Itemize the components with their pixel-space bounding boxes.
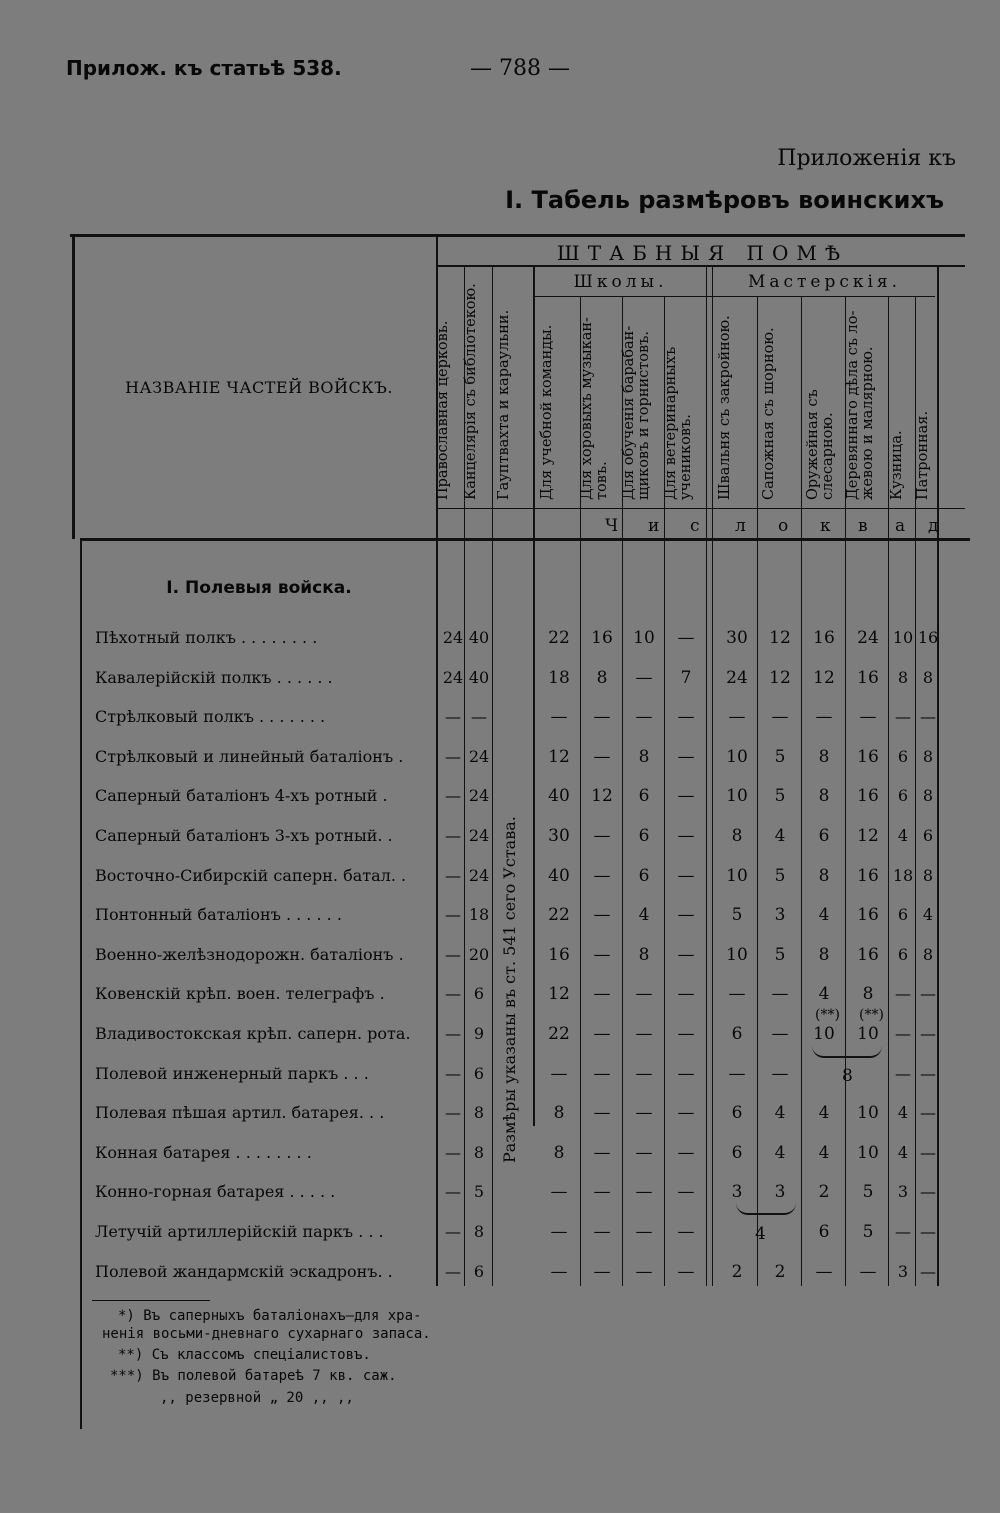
table-cell: —: [550, 707, 568, 727]
row-name: Военно-желѣзнодорожн. баталіонъ .: [95, 945, 404, 964]
table-cell: 8: [818, 866, 830, 886]
col-header-tailor: Швальня съ закройною.: [717, 315, 733, 500]
page-number: — 788 —: [470, 56, 570, 81]
table-cell: 10: [726, 945, 748, 965]
table-cell: —: [550, 1222, 568, 1242]
table-cell: 8: [862, 984, 874, 1004]
vladivostok-mark-armory: (**): [815, 1007, 840, 1023]
table-cell: —: [895, 1024, 911, 1043]
table-cell: 12: [813, 668, 835, 688]
table-cell: 10: [857, 1143, 879, 1163]
table-cell: —: [445, 707, 461, 726]
table-cell: 24: [442, 668, 464, 687]
table-cell: 16: [857, 866, 879, 886]
schools-header: Школы.: [573, 272, 668, 292]
table-cell: —: [920, 1222, 936, 1241]
table-cell: 4: [897, 826, 909, 845]
row-name: Саперный баталіонъ 3-хъ ротный. .: [95, 826, 393, 845]
flying-park-combined-value: 4: [755, 1224, 766, 1244]
table-cell: —: [920, 1143, 936, 1162]
table-cell: —: [635, 1143, 653, 1163]
table-cell: —: [445, 1024, 461, 1043]
header-bottom-rule: [80, 538, 970, 541]
table-cell: 10: [813, 1024, 835, 1044]
table-cell: —: [445, 866, 461, 885]
table-cell: —: [920, 984, 936, 1003]
count-label-letter: д: [928, 516, 939, 536]
table-cell: 22: [548, 628, 570, 648]
table-cell: —: [593, 905, 611, 925]
table-cell: 24: [442, 628, 464, 647]
table-cell: 4: [818, 984, 830, 1004]
table-cell: —: [445, 1143, 461, 1162]
table-cell: —: [677, 945, 695, 965]
table-cell: —: [593, 1064, 611, 1084]
table-cell: —: [593, 826, 611, 846]
table-cell: 6: [818, 1222, 830, 1242]
row-name: Восточно-Сибирскій саперн. батал. .: [95, 866, 407, 885]
table-cell: —: [550, 1262, 568, 1282]
left-border-lower: [80, 539, 82, 1429]
table-cell: 5: [862, 1182, 874, 1202]
table-cell: 4: [818, 905, 830, 925]
table-cell: 16: [917, 628, 939, 647]
table-cell: 8: [553, 1103, 565, 1123]
table-cell: —: [920, 1024, 936, 1043]
table-cell: —: [593, 707, 611, 727]
count-row-rule: [438, 508, 965, 509]
table-cell: —: [445, 826, 461, 845]
park-brace: [812, 1046, 882, 1058]
table-cell: 6: [897, 747, 909, 766]
table-cell: —: [635, 1024, 653, 1044]
table-cell: —: [771, 984, 789, 1004]
guardhouse-note: Размѣры указаны въ ст. 541 сего Устава.: [500, 816, 519, 1164]
col-sep: [937, 266, 939, 1286]
table-cell: —: [677, 1064, 695, 1084]
col-header-church: Православная церковь.: [435, 320, 451, 500]
footnote-line: *) Въ саперныхъ баталіонахъ—для хра-: [118, 1308, 422, 1324]
table-cell: 24: [468, 866, 490, 885]
table-cell: 6: [473, 1262, 485, 1281]
col-header-guardhouse: Гауптвахта и караульни.: [496, 309, 512, 500]
table-cell: 10: [633, 628, 655, 648]
table-cell: 8: [473, 1222, 485, 1241]
table-cell: 8: [818, 945, 830, 965]
table-cell: 24: [468, 786, 490, 805]
table-cell: 3: [774, 1182, 786, 1202]
table-cell: 8: [638, 945, 650, 965]
table-cell: —: [593, 866, 611, 886]
table-cell: 8: [922, 786, 934, 805]
table-cell: —: [635, 1182, 653, 1202]
table-cell: —: [445, 747, 461, 766]
table-cell: —: [445, 786, 461, 805]
table-cell: —: [635, 1222, 653, 1242]
table-cell: —: [815, 1262, 833, 1282]
table-cell: —: [593, 984, 611, 1004]
table-cell: —: [895, 1064, 911, 1083]
count-label-letter: а: [895, 516, 906, 536]
table-cell: 16: [591, 628, 613, 648]
table-cell: 16: [857, 747, 879, 767]
table-cell: 24: [468, 826, 490, 845]
table-cell: —: [445, 1222, 461, 1241]
table-cell: 12: [591, 786, 613, 806]
table-cell: 4: [922, 905, 934, 924]
count-label-letter: с: [690, 516, 700, 536]
table-cell: —: [677, 1182, 695, 1202]
table-cell: —: [593, 1024, 611, 1044]
table-top-rule: [70, 234, 965, 237]
table-cell: 7: [680, 668, 692, 688]
count-label-letter: л: [735, 516, 746, 536]
table-cell: —: [677, 1024, 695, 1044]
col-header-armory: Оружейная съ слесарною.: [805, 389, 836, 500]
table-cell: —: [859, 707, 877, 727]
row-name: Полевой жандармскій эскадронъ. .: [95, 1262, 393, 1281]
left-border: [72, 236, 75, 539]
table-cell: 6: [818, 826, 830, 846]
table-cell: —: [635, 1064, 653, 1084]
count-label-letter: Ч: [605, 516, 619, 536]
group-header: ШТАБНЫЯ ПОМѢ: [556, 241, 849, 265]
table-cell: 6: [638, 866, 650, 886]
footnote-line: ненія восьми-дневнаго сухарнаго запаса.: [102, 1326, 431, 1342]
table-cell: 10: [857, 1024, 879, 1044]
table-cell: 6: [922, 826, 934, 845]
table-cell: 5: [731, 905, 743, 925]
table-cell: —: [635, 707, 653, 727]
row-name: Владивостокская крѣп. саперн. рота.: [95, 1024, 411, 1043]
table-cell: —: [677, 786, 695, 806]
table-cell: 24: [468, 747, 490, 766]
appendix-subtitle: Приложенія къ: [777, 146, 956, 171]
table-cell: —: [635, 1103, 653, 1123]
table-cell: —: [728, 1064, 746, 1084]
row-name: Ковенскій крѣп. воен. телеграфъ .: [95, 984, 385, 1003]
table-cell: —: [593, 1143, 611, 1163]
table-cell: —: [471, 707, 487, 726]
row-name: Стрѣлковый и линейный баталіонъ .: [95, 747, 404, 766]
name-column-header: НАЗВАНІЕ ЧАСТЕЙ ВОЙСКЪ.: [125, 378, 393, 397]
table-cell: 6: [731, 1024, 743, 1044]
table-cell: 24: [726, 668, 748, 688]
col-sep: [712, 266, 713, 1286]
table-cell: 9: [473, 1024, 485, 1043]
article-reference: Прилож. къ статьѣ 538.: [66, 56, 342, 80]
row-name: Кавалерійскій полкъ . . . . . .: [95, 668, 333, 687]
table-cell: 16: [857, 945, 879, 965]
table-cell: 16: [857, 668, 879, 688]
table-cell: 5: [774, 786, 786, 806]
table-cell: —: [593, 747, 611, 767]
row-name: Полевая пѣшая артил. батарея. . .: [95, 1103, 385, 1122]
table-cell: —: [920, 1262, 936, 1281]
table-cell: 6: [473, 984, 485, 1003]
table-cell: —: [677, 905, 695, 925]
table-cell: 24: [857, 628, 879, 648]
table-cell: —: [859, 1262, 877, 1282]
table-cell: 12: [769, 628, 791, 648]
table-cell: —: [445, 1262, 461, 1281]
table-cell: —: [677, 628, 695, 648]
table-cell: 22: [548, 905, 570, 925]
footnote-line: ***) Въ полевой батареѣ 7 кв. саж.: [110, 1368, 397, 1384]
table-cell: —: [445, 1064, 461, 1083]
table-cell: 40: [548, 866, 570, 886]
park-combined-value: 8: [842, 1066, 853, 1086]
table-cell: —: [771, 1024, 789, 1044]
vladivostok-mark-woodwork: (**): [859, 1007, 884, 1023]
table-cell: 18: [548, 668, 570, 688]
table-cell: 16: [857, 786, 879, 806]
table-cell: 6: [638, 786, 650, 806]
table-cell: 8: [553, 1143, 565, 1163]
footnote-line: ,, резервной „ 20 ,, ,,: [160, 1390, 354, 1406]
table-cell: —: [920, 1103, 936, 1122]
table-cell: —: [635, 984, 653, 1004]
row-name: Полевой инженерный паркъ . . .: [95, 1064, 369, 1083]
table-cell: 10: [726, 866, 748, 886]
table-cell: 6: [638, 826, 650, 846]
table-cell: —: [550, 1182, 568, 1202]
table-cell: —: [895, 984, 911, 1003]
table-cell: 16: [857, 905, 879, 925]
table-cell: 40: [468, 668, 490, 687]
table-cell: —: [635, 1262, 653, 1282]
table-cell: 4: [897, 1143, 909, 1162]
subgroup-rule: [535, 296, 935, 297]
col-header-smithy: Кузница.: [889, 430, 905, 500]
col-header-woodwork: Деревяннаго дѣла съ ло- жевою и малярною.: [845, 310, 876, 500]
col-header-shoemaker: Сапожная съ шорною.: [761, 327, 777, 500]
workshops-header: Мастерскія.: [747, 272, 902, 292]
count-label-letter: к: [820, 516, 831, 536]
table-cell: —: [445, 1103, 461, 1122]
table-cell: —: [728, 984, 746, 1004]
table-cell: —: [815, 707, 833, 727]
table-cell: 5: [774, 866, 786, 886]
table-cell: —: [677, 1103, 695, 1123]
table-cell: 10: [857, 1103, 879, 1123]
table-cell: —: [677, 707, 695, 727]
table-cell: 6: [731, 1103, 743, 1123]
table-cell: 6: [897, 945, 909, 964]
col-header-cartridge: Патронная.: [915, 410, 931, 500]
table-cell: —: [635, 668, 653, 688]
table-cell: 16: [548, 945, 570, 965]
table-cell: 12: [548, 984, 570, 1004]
table-cell: 18: [468, 905, 490, 924]
row-name: Конно-горная батарея . . . . .: [95, 1182, 336, 1201]
table-cell: 10: [726, 747, 748, 767]
table-cell: 20: [468, 945, 490, 964]
table-cell: —: [771, 707, 789, 727]
table-title: I. Табель размѣровъ воинскихъ: [505, 186, 944, 214]
table-cell: 6: [897, 905, 909, 924]
table-cell: —: [920, 1182, 936, 1201]
table-cell: 4: [774, 1103, 786, 1123]
col-sep: [706, 266, 707, 1286]
table-cell: 12: [857, 826, 879, 846]
table-cell: —: [895, 707, 911, 726]
footnote-rule: [92, 1300, 210, 1301]
table-cell: —: [677, 984, 695, 1004]
table-cell: 5: [774, 747, 786, 767]
table-cell: —: [593, 1222, 611, 1242]
table-cell: 8: [638, 747, 650, 767]
table-cell: 10: [726, 786, 748, 806]
table-cell: 8: [731, 826, 743, 846]
row-name: Стрѣлковый полкъ . . . . . . .: [95, 707, 326, 726]
table-cell: 8: [596, 668, 608, 688]
count-label-letter: о: [778, 516, 789, 536]
table-cell: —: [728, 707, 746, 727]
flying-park-brace: [736, 1203, 796, 1215]
table-cell: 3: [774, 905, 786, 925]
table-cell: 8: [922, 945, 934, 964]
table-cell: —: [895, 1222, 911, 1241]
table-cell: 2: [818, 1182, 830, 1202]
table-cell: 16: [813, 628, 835, 648]
table-cell: 40: [468, 628, 490, 647]
table-cell: 3: [897, 1182, 909, 1201]
row-name: Пѣхотный полкъ . . . . . . . .: [95, 628, 318, 647]
section-heading: I. Полевыя войска.: [166, 578, 352, 598]
table-cell: 4: [638, 905, 650, 925]
table-cell: —: [677, 1222, 695, 1242]
table-cell: —: [677, 1262, 695, 1282]
table-cell: 6: [897, 786, 909, 805]
table-cell: 6: [473, 1064, 485, 1083]
table-cell: 3: [897, 1262, 909, 1281]
table-cell: —: [677, 866, 695, 886]
table-cell: —: [445, 945, 461, 964]
table-cell: —: [445, 905, 461, 924]
col-header-veterinary: Для ветеринарныхъ учениковъ.: [663, 346, 694, 500]
table-cell: 8: [897, 668, 909, 687]
table-cell: 40: [548, 786, 570, 806]
table-cell: 8: [922, 866, 934, 885]
table-cell: 22: [548, 1024, 570, 1044]
col-header-drummers: Для обученія барабан- щиковъ и горнистовъ.: [621, 325, 652, 500]
table-cell: —: [550, 1064, 568, 1084]
table-cell: 4: [818, 1143, 830, 1163]
col-header-office: Канцелярія съ библіотекою.: [463, 283, 479, 500]
row-name: Понтонный баталіонъ . . . . . .: [95, 905, 342, 924]
footnote-line: **) Съ классомъ спеціалистовъ.: [118, 1347, 371, 1363]
table-cell: 18: [892, 866, 914, 885]
table-cell: —: [593, 945, 611, 965]
table-cell: 2: [774, 1262, 786, 1282]
table-cell: 4: [818, 1103, 830, 1123]
count-label-letter: в: [858, 516, 868, 536]
col-header-training: Для учебной команды.: [539, 324, 555, 500]
table-cell: —: [593, 1182, 611, 1202]
table-cell: 4: [897, 1103, 909, 1122]
table-cell: 8: [473, 1143, 485, 1162]
col-sep: [492, 266, 493, 1286]
table-cell: —: [677, 826, 695, 846]
group-header-rule: [438, 265, 965, 267]
table-cell: —: [593, 1103, 611, 1123]
table-cell: 8: [818, 747, 830, 767]
table-cell: 10: [892, 628, 914, 647]
table-cell: 30: [548, 826, 570, 846]
col-sep: [533, 266, 535, 1126]
table-cell: —: [445, 984, 461, 1003]
table-cell: 12: [769, 668, 791, 688]
table-cell: 6: [731, 1143, 743, 1163]
col-header-musicians: Для хоровыхъ музыкан- товъ.: [579, 317, 610, 500]
table-cell: 8: [473, 1103, 485, 1122]
table-cell: 5: [774, 945, 786, 965]
table-cell: 4: [774, 1143, 786, 1163]
table-cell: —: [593, 1262, 611, 1282]
count-label-letter: и: [648, 516, 660, 536]
table-cell: 4: [774, 826, 786, 846]
table-cell: —: [677, 747, 695, 767]
row-name: Конная батарея . . . . . . . .: [95, 1143, 312, 1162]
table-cell: 3: [731, 1182, 743, 1202]
table-cell: —: [771, 1064, 789, 1084]
table-cell: 8: [922, 668, 934, 687]
table-cell: 8: [818, 786, 830, 806]
table-cell: 5: [473, 1182, 485, 1201]
table-cell: 2: [731, 1262, 743, 1282]
row-name: Летучій артиллерійскій паркъ . . .: [95, 1222, 384, 1241]
table-cell: —: [445, 1182, 461, 1201]
table-cell: —: [920, 707, 936, 726]
table-cell: —: [920, 1064, 936, 1083]
table-cell: 8: [922, 747, 934, 766]
row-name: Саперный баталіонъ 4-хъ ротный .: [95, 786, 388, 805]
table-cell: —: [677, 1143, 695, 1163]
table-cell: 5: [862, 1222, 874, 1242]
table-cell: 12: [548, 747, 570, 767]
table-cell: 30: [726, 628, 748, 648]
